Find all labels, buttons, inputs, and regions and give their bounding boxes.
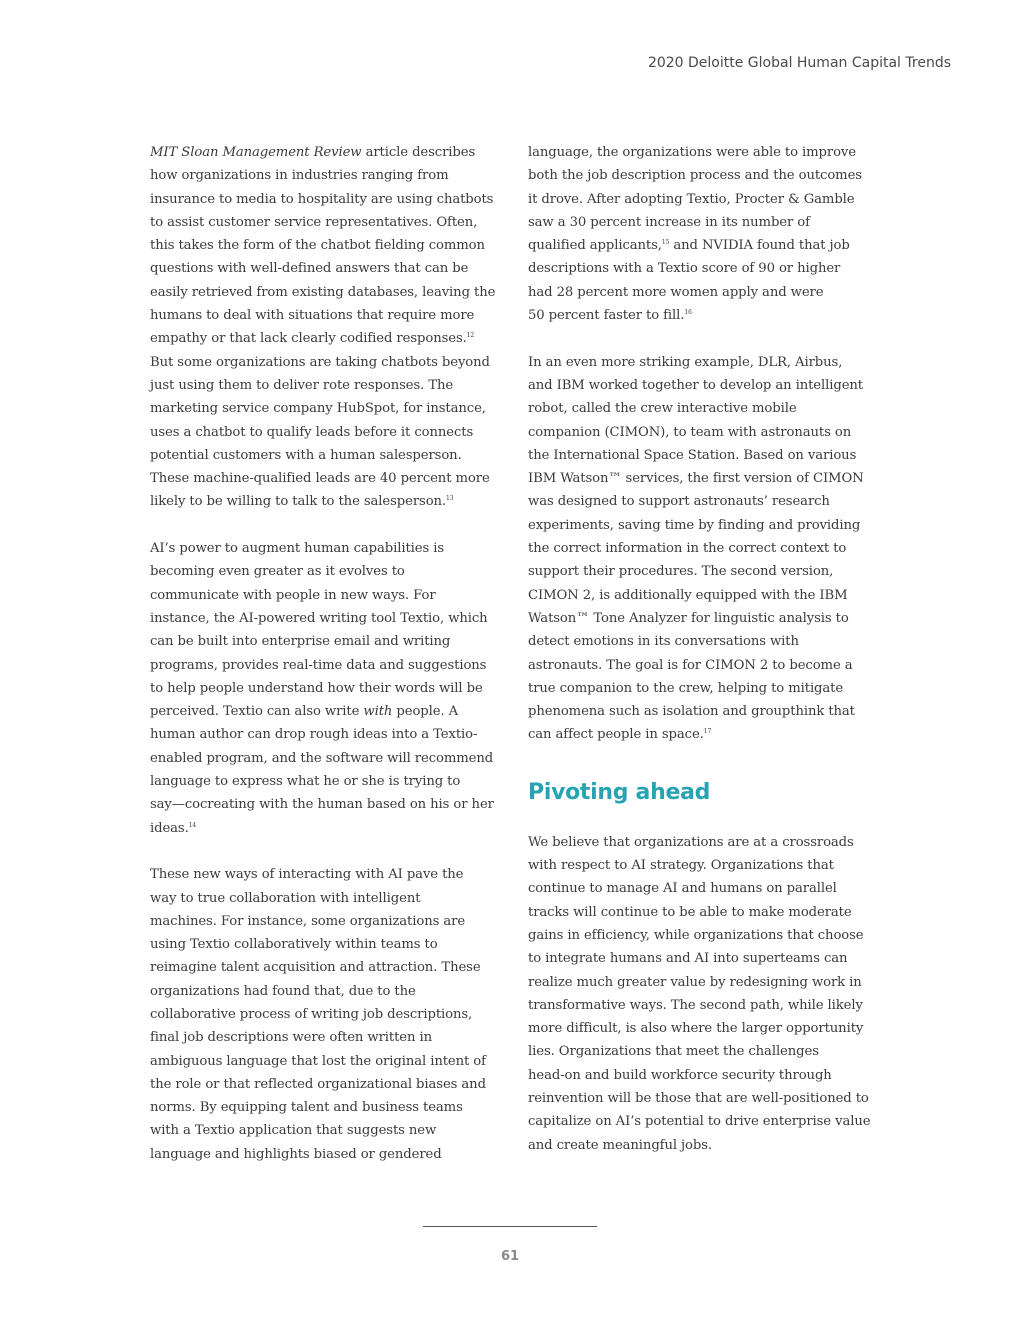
running-header: 2020 Deloitte Global Human Capital Trends [647, 55, 951, 71]
paragraph-cimon: In an even more striking example, DLR, Airbus, and IBM worked together to develop an intelligent robot, called the crew interactive mobile companion (CIMON), to team with astronauts on the International Space Station. Based on various IBM Watson™ services, the first version of CIMON was designed to support astronauts’ research experiments, saving time by finding and providing the correct information in the correct context to support their procedures. The second version, CIMON 2, is additionally equipped with the IBM Watson™ Tone Analyzer for linguistic analysis to detect emotions in its conversations with astronauts. The goal is for CIMON 2 to become a true companion to the crew, helping to mitigate phenomena such as isolation and groupthink that can affect people in space.$^{17}$ [528, 354, 864, 743]
left-column [150, 141, 498, 1166]
endnote-marker: 17 [703, 728, 712, 736]
paragraph-crossroads: We believe that organizations are at a crossroads with respect to AI strategy. Organizations that continue to manage AI and humans on parallel tracks will continue to be able to make moderate gains in efficiency, while organizations that choose to integrate humans and AI into superteams can realize much greater value by redesigning work in transformative ways. The second path, while likely more difficult, is also where the larger opportunity lies. Organizations that meet the challenges head-on and build workforce security through reinvention will be those that are well-positioned to capitalize on AI’s potential to drive enterprise value and create meaningful jobs. [528, 834, 871, 1153]
publication-title: MIT Sloan Management Review [150, 145, 362, 160]
endnote-marker: 13 [446, 495, 454, 503]
paragraph-textio-results: language, the organizations were able to improve both the job description process and the outcomes it drove. After adopting Textio, Procter & Gamble saw a 30 percent increase in its number of qualified applicants,$^{15}$ and NVIDIA found that job descriptions with a Textio score of 90 or higher had 28 percent more women apply and were 50 percent faster to fill.$^{16}$ [528, 145, 862, 324]
endnote-marker: 16 [684, 309, 692, 317]
right-column [528, 141, 878, 1157]
paragraph-collaboration: These new ways of interacting with AI pave the way to true collaboration with intelligent machines. For instance, some organizations are using Textio collaboratively within teams to reimagine talent acquisition and attraction. These organizations had found that, due to the collaborative process of writing job descriptions, final job descriptions were often written in ambiguous language that lost the original intent of the role or that reflected organizational biases and norms. By equipping talent and business teams with a Textio application that suggests new language and highlights biased or gendered [150, 867, 486, 1162]
endnote-marker: 15 [661, 239, 670, 247]
page-number: 61 [500, 1249, 520, 1264]
endnote-marker: 12 [466, 332, 475, 340]
section-heading: Pivoting ahead [528, 779, 711, 805]
footer-divider [423, 1226, 597, 1227]
endnote-marker: 14 [188, 821, 197, 829]
paragraph-chatbots: MIT Sloan Management Review article describes how organizations in industries ranging from insurance to media to hospitality are using chatbots to assist customer service representatives. Often, this takes the form of the chatbot fielding common questions with well-defined answers that can be easily retrieved from existing databases, leaving the humans to deal with situations that require more empathy or that lack clearly codified responses.$^{12}$ But some organizations are taking chatbots beyond just using them to deliver rote responses. The marketing service company HubSpot, for instance, uses a chatbot to qualify leads before it connects potential customers with a human salesperson. These machine-qualified leads are 40 percent more likely to be willing to talk to the salesperson.$^{13}$ [150, 145, 496, 510]
emphasis-with: with [363, 704, 393, 720]
paragraph-textio-writing: AI’s power to augment human capabilities is becoming even greater as it evolves to communicate with people in new ways. For instance, the AI-powered writing tool Textio, which can be built into enterprise email and writing programs, provides real-time data and suggestions to help people understand how their words will be perceived. Textio can also write with people. A human author can drop rough ideas into a Textio- enabled program, and the software will recommend language to express what he or she is trying to say—cocreating with the human based on his or her ideas.$^{14}$ [150, 541, 494, 836]
